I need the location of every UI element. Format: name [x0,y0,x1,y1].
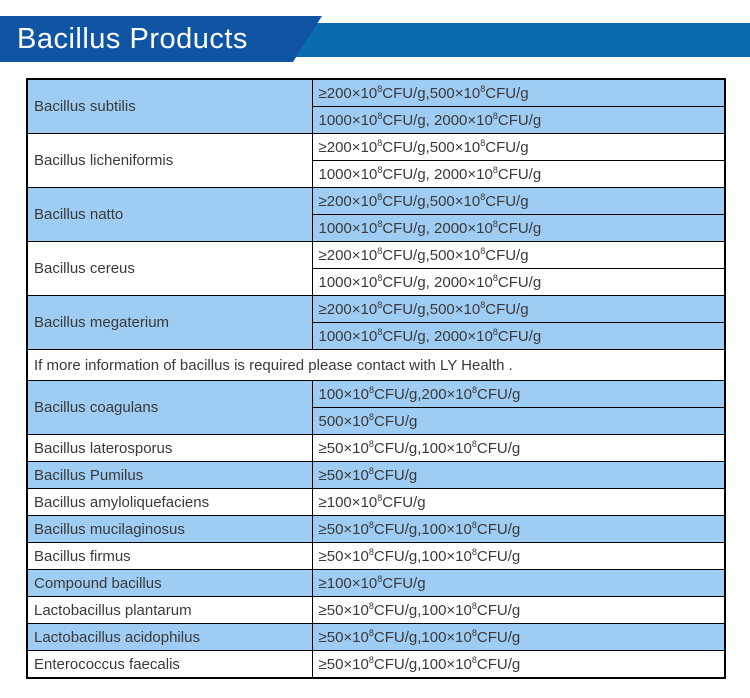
page-banner [0,0,750,78]
page-title: Bacillus Products [17,23,248,55]
product-name-cell: Bacillus licheniformis [27,134,312,188]
product-value-cell: $\ge 50\times 10^8CFU/g,100\times 10^8CFU/g$ [312,543,725,570]
product-name-cell: Lactobacillus acidophilus [27,624,312,651]
product-value-cell: $\ge 100\times 10^8CFU/g$ [312,570,725,597]
product-row [27,543,725,570]
product-value-cell: $\ge 50\times 10^8CFU/g$ [312,462,725,489]
product-name-cell: Bacillus cereus [27,242,312,296]
product-value-cell: $\ge 50\times 10^8CFU/g,100\times 10^8CFU/g$ [312,597,725,624]
product-name-cell: Bacillus amyloliquefaciens [27,489,312,516]
product-name-cell: Bacillus mucilaginosus [27,516,312,543]
product-value-cell: $1000\times 10^8CFU/g$, $2000\times 10^8CFU/g$ [312,215,725,242]
product-value-cell: $100\times 10^8CFU/g,200\times 10^8CFU/g$ [312,381,725,408]
product-row [27,597,725,624]
product-value-cell: $\ge 50\times 10^8CFU/g,100\times 10^8CFU/g$ [312,651,725,679]
products-table-body [27,79,725,678]
product-value-cell: $1000\times 10^8CFU/g$, $2000\times 10^8CFU/g$ [312,107,725,134]
products-table [26,78,726,679]
product-row [27,651,725,679]
product-name-cell: Bacillus Pumilus [27,462,312,489]
product-row [27,462,725,489]
product-value-cell: $\ge 200\times 10^8CFU/g,500\times 10^8CFU/g$ [312,79,725,107]
product-name-cell: Enterococcus faecalis [27,651,312,679]
product-name-cell: Bacillus subtilis [27,79,312,134]
product-name-cell: Bacillus coagulans [27,381,312,435]
product-name-cell: Bacillus laterosporus [27,435,312,462]
product-value-cell: $\ge 200\times 10^8CFU/g,500\times 10^8CFU/g$ [312,188,725,215]
product-row [27,516,725,543]
product-row [27,435,725,462]
product-row [27,489,725,516]
product-row [27,242,725,269]
product-value-cell: $1000\times 10^8CFU/g$, $2000\times 10^8CFU/g$ [312,161,725,188]
product-value-cell: $\ge 100\times 10^8CFU/g$ [312,489,725,516]
product-row [27,624,725,651]
product-name-cell: Bacillus megaterium [27,296,312,350]
product-value-cell: $1000\times 10^8CFU/g$, $2000\times 10^8CFU/g$ [312,323,725,350]
product-name-cell: Bacillus natto [27,188,312,242]
product-value-cell: $\ge 200\times 10^8CFU/g,500\times 10^8CFU/g$ [312,242,725,269]
product-value-cell: $\ge 50\times 10^8CFU/g,100\times 10^8CFU/g$ [312,516,725,543]
banner-band [290,23,750,57]
product-value-cell: $\ge 200\times 10^8CFU/g,500\times 10^8CFU/g$ [312,296,725,323]
product-row [27,296,725,323]
note-cell: If more information of bacillus is required please contact with LY Health . [27,350,725,381]
product-row [27,134,725,161]
product-value-cell: $\ge 200\times 10^8CFU/g,500\times 10^8CFU/g$ [312,134,725,161]
product-value-cell: $1000\times 10^8CFU/g$, $2000\times 10^8CFU/g$ [312,269,725,296]
product-row [27,381,725,408]
product-row [27,570,725,597]
product-row [27,188,725,215]
product-value-cell: $\ge 50\times 10^8CFU/g,100\times 10^8CFU/g$ [312,624,725,651]
product-value-cell: $\ge 50\times 10^8CFU/g,100\times 10^8CFU/g$ [312,435,725,462]
product-name-cell: Bacillus firmus [27,543,312,570]
product-row [27,79,725,107]
product-value-cell: $500\times 10^8CFU/g$ [312,408,725,435]
product-name-cell: Lactobacillus plantarum [27,597,312,624]
note-row [27,350,725,381]
product-name-cell: Compound bacillus [27,570,312,597]
